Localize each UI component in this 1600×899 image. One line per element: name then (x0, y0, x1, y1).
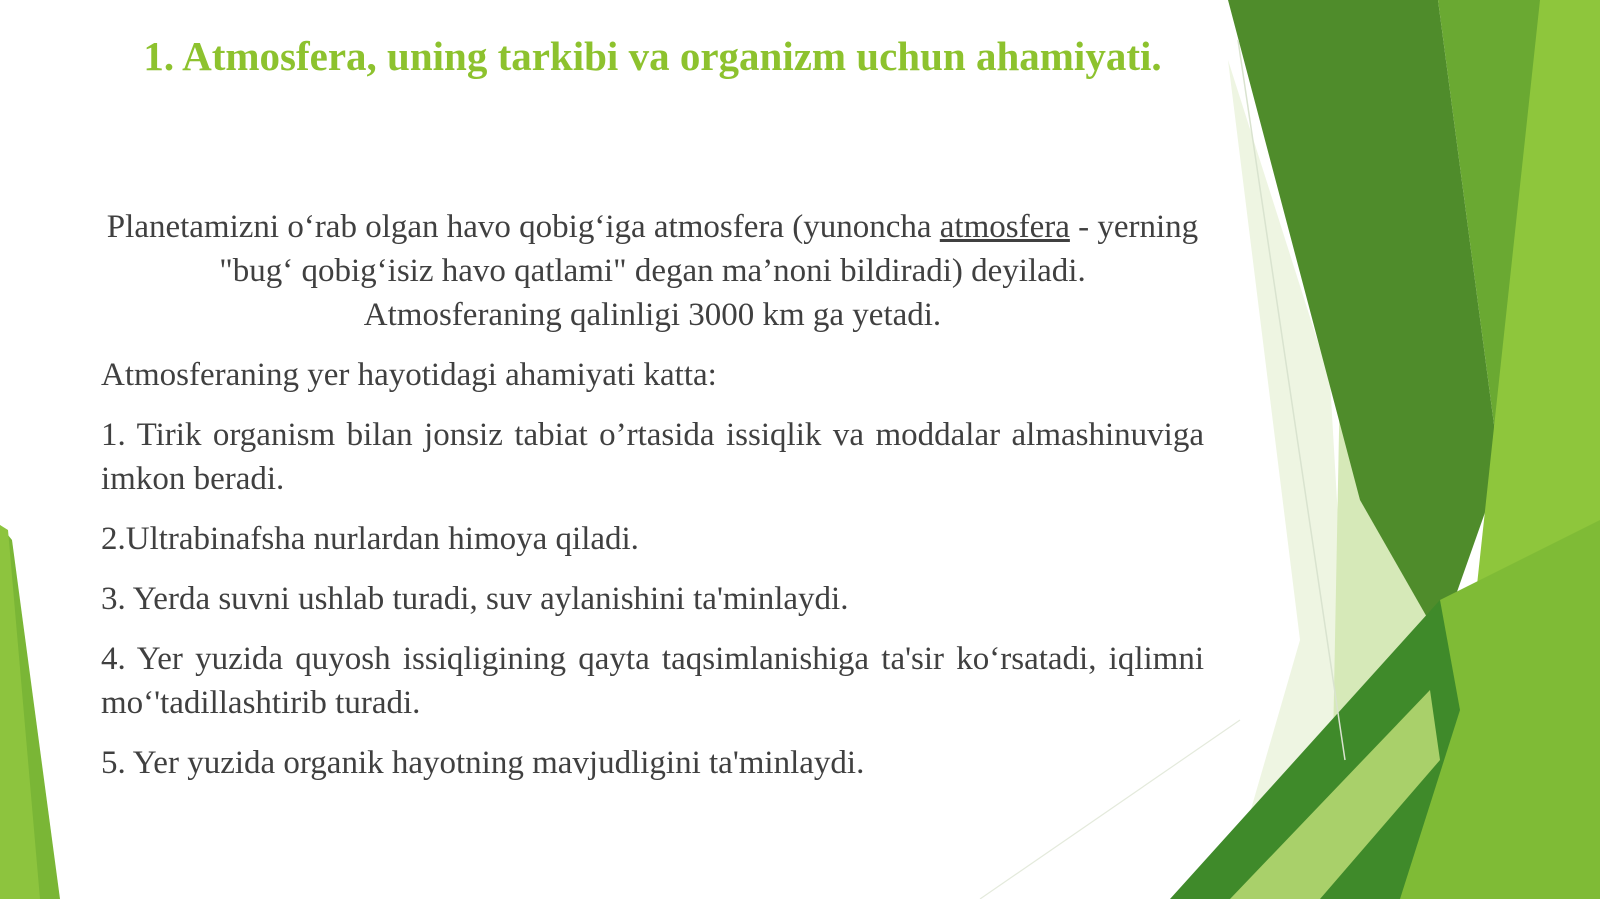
atmosfera-link[interactable]: atmosfera (939, 209, 1070, 245)
slide-title: 1. Atmosfera, uning tarkibi va organizm uchun ahamiyati. (143, 33, 1162, 79)
intro-text-start: Planetamizni o‘rab olgan havo qobig‘iga atmosfera (yunoncha (106, 209, 940, 245)
slide-content (101, 205, 1204, 801)
thickness-text: Atmosferaning qalinligi 3000 km ga yetadi. (363, 297, 942, 333)
list-item-1: 1. Tirik organism bilan jonsiz tabiat o’rtasida issiqlik va moddalar almashinuviga imkon beradi. (101, 417, 1204, 497)
lead-paragraph: Atmosferaning yer hayotidagi ahamiyati katta: (101, 357, 717, 393)
list-item-4: 4. Yer yuzida quyosh issiqligining qayta taqsimlanishiga ta'sir ko‘rsatadi, iqlimni mo‘'tadillashtirib turadi. (101, 641, 1204, 721)
list-item-2: 2.Ultrabinafsha nurlardan himoya qiladi. (101, 521, 639, 557)
list-item-3: 3. Yerda suvni ushlab turadi, suv aylanishini ta'minlaydi. (101, 581, 849, 617)
intro-text-end: - yerning "bug‘ qobig‘isiz havo qatlami" degan ma’noni bildiradi) deyiladi. (219, 209, 1199, 289)
intro-paragraph (101, 205, 1204, 337)
list-item-5: 5. Yer yuzida organik hayotning mavjudligini ta'minlaydi. (101, 745, 865, 781)
